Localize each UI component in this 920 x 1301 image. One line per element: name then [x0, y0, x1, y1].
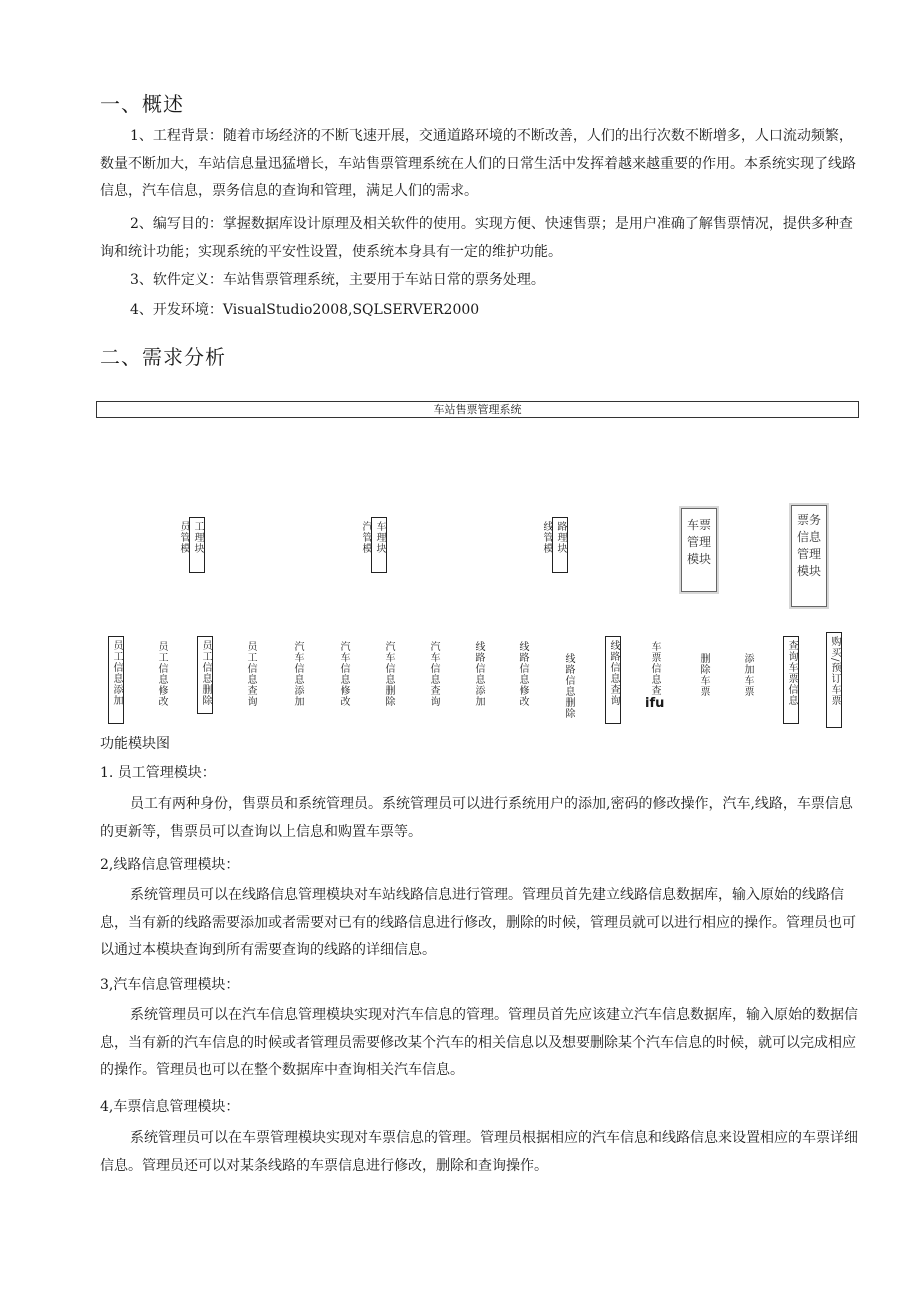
- diagram-root-box: 车站售票管理系统: [96, 401, 859, 418]
- module1-body: 员工有两种身份，售票员和系统管理员。系统管理员可以进行系统用户的添加,密码的修改操作，汽车,线路，车票信息的更新等，售票员可以查询以上信息和购置车票等。: [100, 796, 853, 840]
- leaf-employee-query: 员工信息查询: [245, 641, 256, 707]
- leaf-ticket-query: 车票信息查: [649, 641, 660, 696]
- module3-body: 系统管理员可以在汽车信息管理模块实现对汽车信息的管理。管理员首先应该建立汽车信息数据库，输入原始的数据信息，当有新的汽车信息的时候或者管理员需要修改某个汽车的相关信息以及想要删除某个汽车信息的时候，就可以完成相应的操作。管理员也可以在整个数据库中查询相关汽车信息。: [100, 1007, 858, 1078]
- leaf-route-delete: 线路信息删除: [563, 653, 574, 719]
- module-route-box: 路理块: [552, 517, 568, 573]
- paragraph-environment: 4、开发环境：VisualStudio2008,SQLSERVER2000: [130, 302, 480, 318]
- leaf-ticket-info-query: 查询车票信息: [783, 636, 799, 724]
- paragraph-background: 1、工程背景：随着市场经济的不断飞速开展，交通道路环境的不断改善，人们的出行次数不断增多，人口流动频繁，数量不断加大，车站信息量迅猛增长，车站售票管理系统在人们的日常生活中发挥着越来越重要的作用。本系统实现了线路信息，汽车信息，票务信息的查询和管理，满足人们的需求。: [100, 128, 856, 199]
- module-ticket-box: 车票管理模块: [681, 508, 717, 592]
- leaf-employee-modify: 员工信息修改: [156, 641, 167, 707]
- module3-title: 3,汽车信息管理模块：: [100, 977, 240, 993]
- leaf-ticket-delete: 删除车票: [698, 653, 709, 697]
- paragraph-purpose: 2、编写目的：掌握数据库设计原理及相关软件的使用。实现方便、快速售票；是用户准确了解售票情况，提供多种查询和统计功能；实现系统的平安性设置，使系统本身具有一定的维护功能。: [100, 216, 853, 260]
- section-heading-requirements: 二、需求分析: [100, 345, 226, 369]
- leaf-route-add: 线路信息添加: [473, 641, 484, 707]
- module-bus-left: 汽管模: [360, 521, 371, 554]
- leaf-route-query: 线路信息查询: [605, 636, 621, 724]
- module2-body: 系统管理员可以在线路信息管理模块对车站线路信息进行管理。管理员首先建立线路信息数据库，输入原始的线路信息，当有新的线路需要添加或者需要对已有的线路信息进行修改，删除的时候，管理员就可以进行相应的操作。管理员也可以通过本模块查询到所有需要查询的线路的详细信息。: [100, 887, 856, 958]
- leaf-employee-add: 员工信息添加: [108, 636, 124, 724]
- module-route-left: 线管模: [541, 521, 552, 554]
- module-ticket-info-box: 票务信息管理模块: [791, 505, 827, 607]
- leaf-bus-delete: 汽车信息删除: [383, 641, 394, 707]
- leaf-bus-modify: 汽车信息修改: [338, 641, 349, 707]
- leaf-route-modify: 线路信息修改: [517, 641, 528, 707]
- leaf-employee-delete: 员工信息删除: [197, 636, 213, 714]
- module4-title: 4,车票信息管理模块：: [100, 1099, 240, 1115]
- leaf-ticket-add: 添加车票: [742, 653, 753, 697]
- diagram-glyph: ifu: [645, 696, 665, 711]
- diagram-caption: 功能模块图: [100, 736, 170, 752]
- section-heading-overview: 一、概述: [100, 92, 184, 116]
- leaf-bus-query: 汽车信息查询: [428, 641, 439, 707]
- leaf-bus-add: 汽车信息添加: [292, 641, 303, 707]
- module2-title: 2,线路信息管理模块：: [100, 857, 240, 873]
- module-bus-box: 车理块: [371, 517, 387, 573]
- leaf-ticket-buy: 购买/预订车票: [826, 632, 842, 728]
- paragraph-definition: 3、软件定义：车站售票管理系统，主要用于车站日常的票务处理。: [130, 272, 545, 288]
- module-employee-left: 员管模: [178, 521, 189, 554]
- module1-title: 1. 员工管理模块：: [100, 765, 216, 781]
- module4-body: 系统管理员可以在车票管理模块实现对车票信息的管理。管理员根据相应的汽车信息和线路信息来设置相应的车票详细信息。管理员还可以对某条线路的车票信息进行修改，删除和查询操作。: [100, 1130, 858, 1174]
- module-employee-box: 工理块: [189, 517, 205, 573]
